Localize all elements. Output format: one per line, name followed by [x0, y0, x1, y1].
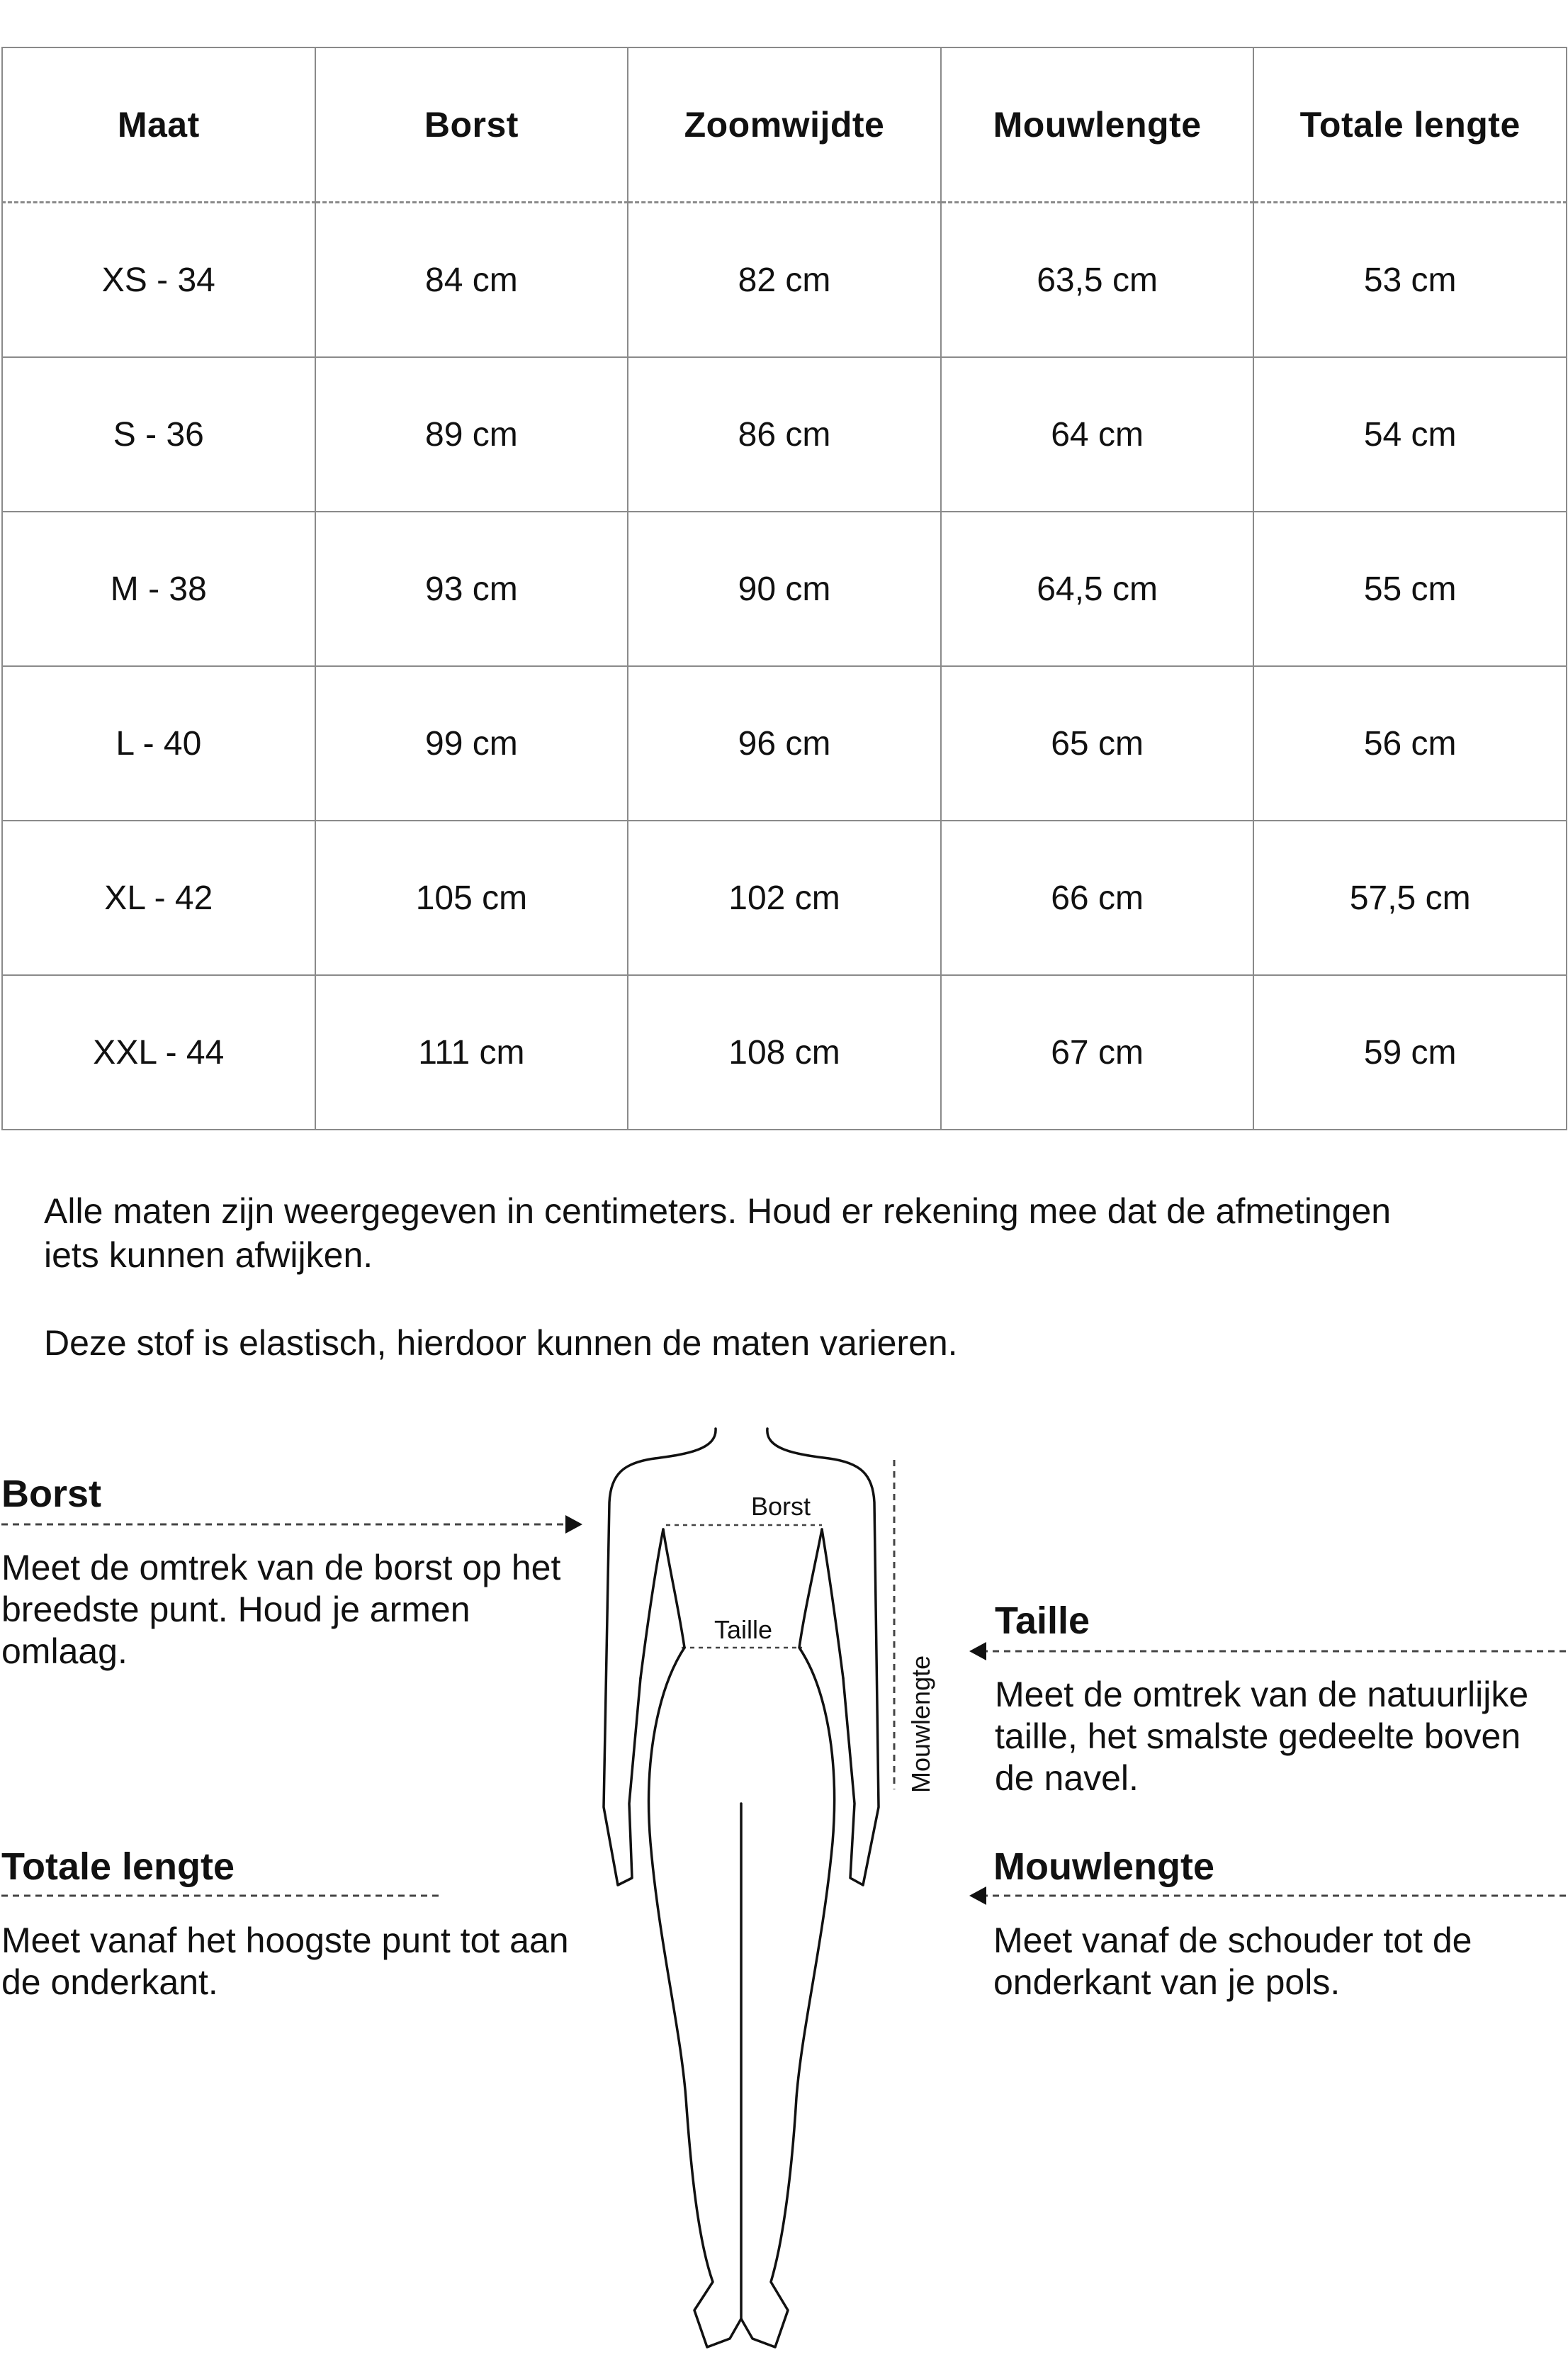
table-cell: 96 cm	[628, 666, 941, 821]
table-cell: 99 cm	[315, 666, 628, 821]
header-mouwlengte: Mouwlengte	[941, 47, 1254, 203]
header-borst: Borst	[315, 47, 628, 203]
table-cell: 54 cm	[1253, 357, 1567, 512]
table-cell: 89 cm	[315, 357, 628, 512]
figure-label-taille: Taille	[714, 1615, 773, 1644]
taille-arrow-icon	[969, 1642, 986, 1660]
table-row	[2, 975, 1567, 1130]
table-cell: 102 cm	[628, 821, 941, 975]
measure-mouwlengte-desc: Meet vanaf de schouder tot de onderkant van je pols.	[993, 1920, 1472, 2002]
table-cell: XL - 42	[2, 821, 315, 975]
note-measurements: Alle maten zijn weergegeven in centimeters. Houd er rekening mee dat de afmetingen iets kunnen afwijken.	[44, 1191, 1392, 1275]
mouwlengte-arrow-icon	[969, 1886, 986, 1905]
table-cell: 64 cm	[941, 357, 1254, 512]
table-cell: 66 cm	[941, 821, 1254, 975]
measure-totale-lengte-title: Totale lengte	[1, 1845, 235, 1888]
table-cell: XS - 34	[2, 203, 315, 358]
table-cell: 82 cm	[628, 203, 941, 358]
table-cell: XXL - 44	[2, 975, 315, 1130]
measure-taille	[995, 1598, 1562, 1799]
measure-borst-desc: Meet de omtrek van de borst op het breedste punt. Houd je armen omlaag.	[1, 1548, 561, 1671]
table-cell: 64,5 cm	[941, 512, 1254, 666]
table-row	[2, 666, 1567, 821]
table-cell: 63,5 cm	[941, 203, 1254, 358]
table-cell: 67 cm	[941, 975, 1254, 1130]
table-cell: 57,5 cm	[1253, 821, 1567, 975]
table-cell: 90 cm	[628, 512, 941, 666]
measure-mouwlengte-title: Mouwlengte	[993, 1845, 1214, 1888]
measure-totale-lengte-desc: Meet vanaf het hoogste punt tot aan de onderkant.	[1, 1920, 569, 2002]
figure-label-mouwlengte: Mouwlengte	[906, 1655, 935, 1793]
measure-borst-title: Borst	[1, 1473, 102, 1515]
table-row	[2, 512, 1567, 666]
table-cell: 93 cm	[315, 512, 628, 666]
size-table	[1, 47, 1567, 1130]
table-cell: 105 cm	[315, 821, 628, 975]
table-cell: L - 40	[2, 666, 315, 821]
table-cell: 53 cm	[1253, 203, 1567, 358]
table-cell: 111 cm	[315, 975, 628, 1130]
table-cell: 59 cm	[1253, 975, 1567, 1130]
measure-mouwlengte	[993, 1844, 1567, 2003]
note-stretch-fabric: Deze stof is elastisch, hierdoor kunnen de maten varieren.	[44, 1323, 958, 1363]
measure-borst	[1, 1471, 582, 1672]
header-totale-lengte: Totale lengte	[1253, 47, 1567, 203]
header-zoomwijdte: Zoomwijdte	[628, 47, 941, 203]
table-cell: 55 cm	[1253, 512, 1567, 666]
measure-totale-lengte	[1, 1844, 582, 2003]
table-row	[2, 357, 1567, 512]
header-maat: Maat	[2, 47, 315, 203]
table-header-row	[2, 47, 1567, 203]
table-cell: 108 cm	[628, 975, 941, 1130]
table-cell: 84 cm	[315, 203, 628, 358]
figure-label-borst: Borst	[751, 1492, 811, 1521]
table-cell: 56 cm	[1253, 666, 1567, 821]
table-cell: 65 cm	[941, 666, 1254, 821]
measure-taille-title: Taille	[995, 1599, 1090, 1642]
table-row	[2, 821, 1567, 975]
table-row	[2, 203, 1567, 358]
table-cell: S - 36	[2, 357, 315, 512]
table-cell: 86 cm	[628, 357, 941, 512]
table-cell: M - 38	[2, 512, 315, 666]
measure-taille-desc: Meet de omtrek van de natuurlijke taille, het smalste gedeelte boven de navel.	[995, 1675, 1529, 1798]
body-silhouette	[604, 1429, 879, 2347]
